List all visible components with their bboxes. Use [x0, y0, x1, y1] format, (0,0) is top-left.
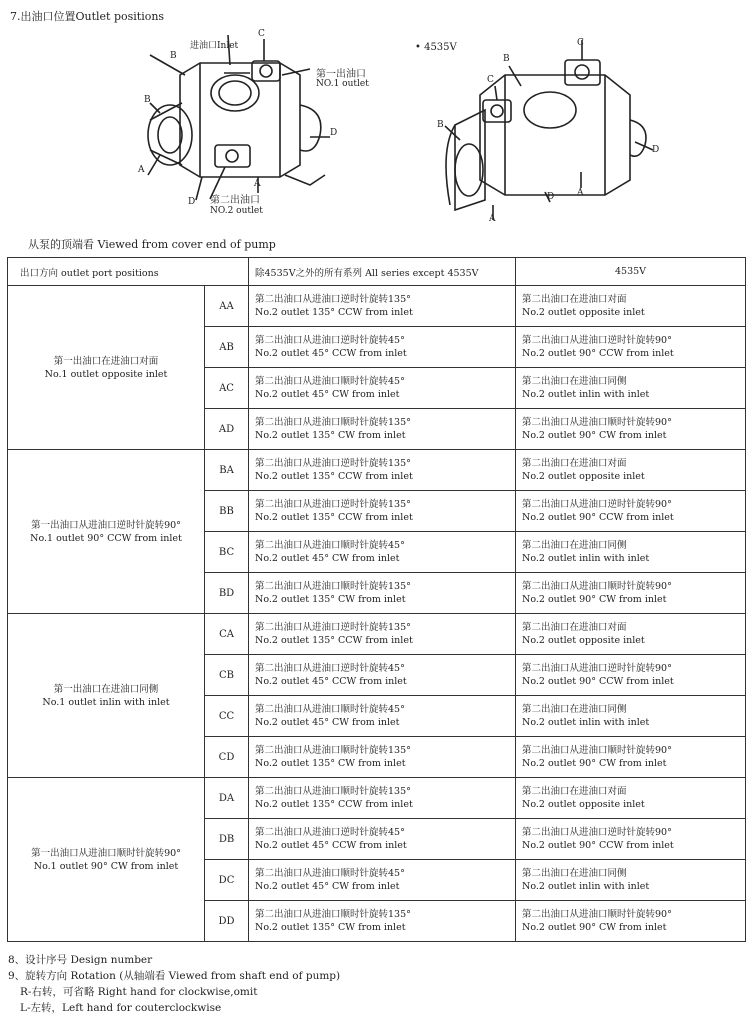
model-4535v-cn: 第二出油口从进油口顺时针旋转90°: [522, 745, 672, 756]
design-code: CB: [205, 655, 249, 696]
model-4535v-cell: [516, 368, 746, 409]
all-series-en: No.2 outlet 135° CW from inlet: [255, 430, 406, 441]
all-series-cell: [249, 696, 516, 737]
model-4535v-cn: 第二出油口从进油口逆时针旋转90°: [522, 663, 672, 674]
model-4535v-cell: [516, 614, 746, 655]
label-d-right: D: [330, 128, 338, 138]
model-4535v-cell: [516, 655, 746, 696]
table-row: [8, 450, 746, 491]
header-all-series: 除4535V之外的所有系列 All series except 4535V: [249, 258, 516, 286]
all-series-cell: [249, 655, 516, 696]
label-no2-cn: 第二出油口: [210, 195, 260, 206]
label-b-side: B: [144, 95, 151, 105]
group-label-en: No.1 outlet inlin with inlet: [42, 696, 170, 708]
model-4535v-cn: 第二出油口在进油口对面: [522, 458, 627, 469]
all-series-cell: [249, 450, 516, 491]
model-4535v-cn: 第二出油口在进油口同侧: [522, 376, 627, 387]
model-4535v-cell: [516, 327, 746, 368]
all-series-en: No.2 outlet 45° CW from inlet: [255, 553, 400, 564]
all-series-cell: [249, 860, 516, 901]
rotation-note: 9、旋转方向 Rotation (从轴端看 Viewed from shaft end of pump): [8, 970, 341, 982]
outlet-positions-table: [7, 257, 746, 942]
model-4535v-cell: [516, 901, 746, 942]
all-series-en: No.2 outlet 45° CW from inlet: [255, 881, 400, 892]
model-4535v-cn: 第二出油口从进油口逆时针旋转90°: [522, 499, 672, 510]
all-series-cn: 第二出油口从进油口逆时针旋转45°: [255, 335, 405, 346]
model-4535v-en: No.2 outlet 90° CW from inlet: [522, 594, 667, 605]
all-series-cn: 第二出油口从进油口逆时针旋转135°: [255, 294, 411, 305]
group-label-en: No.1 outlet opposite inlet: [44, 368, 168, 380]
model-4535v-cn: 第二出油口在进油口对面: [522, 294, 627, 305]
group-cell: [8, 778, 205, 942]
all-series-cell: [249, 368, 516, 409]
model-4535v-cn: 第二出油口在进油口同侧: [522, 868, 627, 879]
all-series-en: No.2 outlet 45° CCW from inlet: [255, 676, 407, 687]
pump-figure-left: [130, 25, 369, 225]
all-series-cell: [249, 901, 516, 942]
all-series-cn: 第二出油口从进油口顺时针旋转135°: [255, 417, 411, 428]
view-note: 从泵的顶端看 Viewed from cover end of pump: [28, 238, 276, 251]
label-d-bottom-right: D: [547, 192, 555, 202]
model-4535v-en: No.2 outlet 90° CW from inlet: [522, 758, 667, 769]
model-4535v-en: No.2 outlet 90° CCW from inlet: [522, 676, 674, 687]
model-4535v-cn: 第二出油口从进油口顺时针旋转90°: [522, 581, 672, 592]
group-label-cn: 第一出油口从进油口逆时针旋转90°: [31, 519, 181, 531]
model-4535v-en: No.2 outlet 90° CCW from inlet: [522, 840, 674, 851]
pump-figure-right: [405, 30, 665, 225]
all-series-cn: 第二出油口从进油口顺时针旋转135°: [255, 581, 411, 592]
all-series-en: No.2 outlet 135° CCW from inlet: [255, 512, 413, 523]
model-4535v-cell: [516, 860, 746, 901]
design-code: AA: [205, 286, 249, 327]
label-d-bottom: D: [188, 197, 196, 207]
all-series-cn: 第二出油口从进油口顺时针旋转45°: [255, 868, 405, 879]
model-4535v-cn: 第二出油口在进油口对面: [522, 786, 627, 797]
model-4535v-en: No.2 outlet inlin with inlet: [522, 389, 650, 400]
label-d-right-side: D: [652, 145, 660, 155]
all-series-en: No.2 outlet 45° CCW from inlet: [255, 840, 407, 851]
all-series-cell: [249, 286, 516, 327]
model-4535v-cn: 第二出油口从进油口顺时针旋转90°: [522, 909, 672, 920]
label-a-left: A: [138, 165, 145, 175]
all-series-cell: [249, 327, 516, 368]
label-b-side-right: B: [437, 120, 444, 130]
group-label-cn: 第一出油口在进油口同侧: [53, 683, 159, 695]
all-series-cn: 第二出油口从进油口顺时针旋转45°: [255, 704, 405, 715]
model-4535v-cn: 第二出油口在进油口对面: [522, 622, 627, 633]
model-4535v-en: No.2 outlet inlin with inlet: [522, 717, 650, 728]
all-series-cn: 第二出油口从进油口逆时针旋转135°: [255, 458, 411, 469]
group-label-en: No.1 outlet 90° CCW from inlet: [30, 532, 182, 544]
model-4535v-cell: [516, 286, 746, 327]
design-code: BD: [205, 573, 249, 614]
table-row: [8, 286, 746, 327]
all-series-cell: [249, 819, 516, 860]
label-model: • 4535V: [415, 42, 457, 53]
all-series-cell: [249, 409, 516, 450]
group-cell: [8, 614, 205, 778]
model-4535v-cn: 第二出油口从进油口顺时针旋转90°: [522, 417, 672, 428]
model-4535v-en: No.2 outlet 90° CCW from inlet: [522, 348, 674, 359]
section-title: 7.出油口位置Outlet positions: [10, 10, 165, 23]
model-4535v-cell: [516, 532, 746, 573]
model-4535v-cell: [516, 819, 746, 860]
table-row: [8, 778, 746, 819]
model-4535v-cell: [516, 450, 746, 491]
design-code: AD: [205, 409, 249, 450]
all-series-cn: 第二出油口从进油口逆时针旋转45°: [255, 663, 405, 674]
header-4535v: 4535V: [516, 258, 746, 286]
label-inlet: 进油口Inlet: [190, 41, 239, 51]
model-4535v-cell: [516, 573, 746, 614]
model-4535v-cn: 第二出油口从进油口逆时针旋转90°: [522, 827, 672, 838]
pump-drawing-right: [405, 30, 665, 225]
design-code: BC: [205, 532, 249, 573]
all-series-cn: 第二出油口从进油口顺时针旋转135°: [255, 909, 411, 920]
model-4535v-en: No.2 outlet inlin with inlet: [522, 553, 650, 564]
all-series-cell: [249, 778, 516, 819]
header-port-positions: 出口方向 outlet port positions: [8, 258, 249, 286]
all-series-cell: [249, 737, 516, 778]
all-series-en: No.2 outlet 135° CCW from inlet: [255, 635, 413, 646]
all-series-cn: 第二出油口从进油口逆时针旋转135°: [255, 622, 411, 633]
all-series-en: No.2 outlet 45° CCW from inlet: [255, 348, 407, 359]
group-label-en: No.1 outlet 90° CW from inlet: [33, 860, 179, 872]
all-series-cn: 第二出油口从进油口顺时针旋转135°: [255, 745, 411, 756]
model-4535v-cn: 第二出油口从进油口逆时针旋转90°: [522, 335, 672, 346]
design-code: CA: [205, 614, 249, 655]
label-c: C: [258, 29, 265, 39]
model-4535v-cell: [516, 409, 746, 450]
model-4535v-en: No.2 outlet 90° CW from inlet: [522, 922, 667, 933]
model-4535v-en: No.2 outlet opposite inlet: [522, 799, 645, 810]
design-code: BB: [205, 491, 249, 532]
label-b-top: B: [170, 51, 177, 61]
model-4535v-cell: [516, 491, 746, 532]
all-series-cell: [249, 532, 516, 573]
model-4535v-cell: [516, 737, 746, 778]
all-series-cn: 第二出油口从进油口顺时针旋转45°: [255, 540, 405, 551]
all-series-en: No.2 outlet 135° CW from inlet: [255, 922, 406, 933]
label-a-left-bottom: A: [489, 214, 496, 224]
model-4535v-en: No.2 outlet 90° CW from inlet: [522, 430, 667, 441]
all-series-cell: [249, 573, 516, 614]
all-series-cn: 第二出油口从进油口逆时针旋转135°: [255, 499, 411, 510]
all-series-en: No.2 outlet 135° CW from inlet: [255, 594, 406, 605]
design-number-note: 8、设计序号 Design number: [8, 954, 153, 966]
design-code: AC: [205, 368, 249, 409]
design-code: DB: [205, 819, 249, 860]
model-4535v-cell: [516, 696, 746, 737]
rotation-left-note: L-左转，Left hand for couterclockwise: [20, 1002, 222, 1014]
label-no2-en: NO.2 outlet: [210, 206, 263, 216]
label-a-bottom: A: [254, 179, 261, 189]
model-4535v-cn: 第二出油口在进油口同侧: [522, 704, 627, 715]
model-4535v-cn: 第二出油口在进油口同侧: [522, 540, 627, 551]
all-series-en: No.2 outlet 135° CCW from inlet: [255, 471, 413, 482]
all-series-cn: 第二出油口从进油口顺时针旋转45°: [255, 376, 405, 387]
group-cell: [8, 286, 205, 450]
all-series-cn: 第二出油口从进油口顺时针旋转135°: [255, 786, 411, 797]
group-cell: [8, 450, 205, 614]
model-4535v-cell: [516, 778, 746, 819]
design-code: DC: [205, 860, 249, 901]
label-a-right: A: [577, 188, 584, 198]
model-4535v-en: No.2 outlet opposite inlet: [522, 471, 645, 482]
all-series-en: No.2 outlet 45° CW from inlet: [255, 389, 400, 400]
model-4535v-en: No.2 outlet 90° CCW from inlet: [522, 512, 674, 523]
label-c-inner: C: [487, 75, 494, 85]
design-code: DA: [205, 778, 249, 819]
all-series-en: No.2 outlet 135° CCW from inlet: [255, 799, 413, 810]
model-4535v-en: No.2 outlet inlin with inlet: [522, 881, 650, 892]
design-code: BA: [205, 450, 249, 491]
table-row: [8, 614, 746, 655]
table-header-row: [8, 258, 746, 286]
model-4535v-en: No.2 outlet opposite inlet: [522, 635, 645, 646]
all-series-en: No.2 outlet 135° CCW from inlet: [255, 307, 413, 318]
design-code: DD: [205, 901, 249, 942]
design-code: AB: [205, 327, 249, 368]
label-no1-en: NO.1 outlet: [316, 79, 369, 89]
model-4535v-en: No.2 outlet opposite inlet: [522, 307, 645, 318]
label-c-top: C: [577, 38, 584, 48]
design-code: CC: [205, 696, 249, 737]
all-series-en: No.2 outlet 45° CW from inlet: [255, 717, 400, 728]
group-label-cn: 第一出油口在进油口对面: [53, 355, 159, 367]
design-code: CD: [205, 737, 249, 778]
label-b-top-right: B: [503, 54, 510, 64]
all-series-cell: [249, 491, 516, 532]
all-series-cn: 第二出油口从进油口逆时针旋转45°: [255, 827, 405, 838]
all-series-cell: [249, 614, 516, 655]
label-no1-cn: 第一出油口: [316, 69, 366, 80]
group-label-cn: 第一出油口从进油口顺时针旋转90°: [31, 847, 181, 859]
rotation-right-note: R-右转，可省略 Right hand for clockwise,omit: [20, 986, 258, 998]
all-series-en: No.2 outlet 135° CW from inlet: [255, 758, 406, 769]
